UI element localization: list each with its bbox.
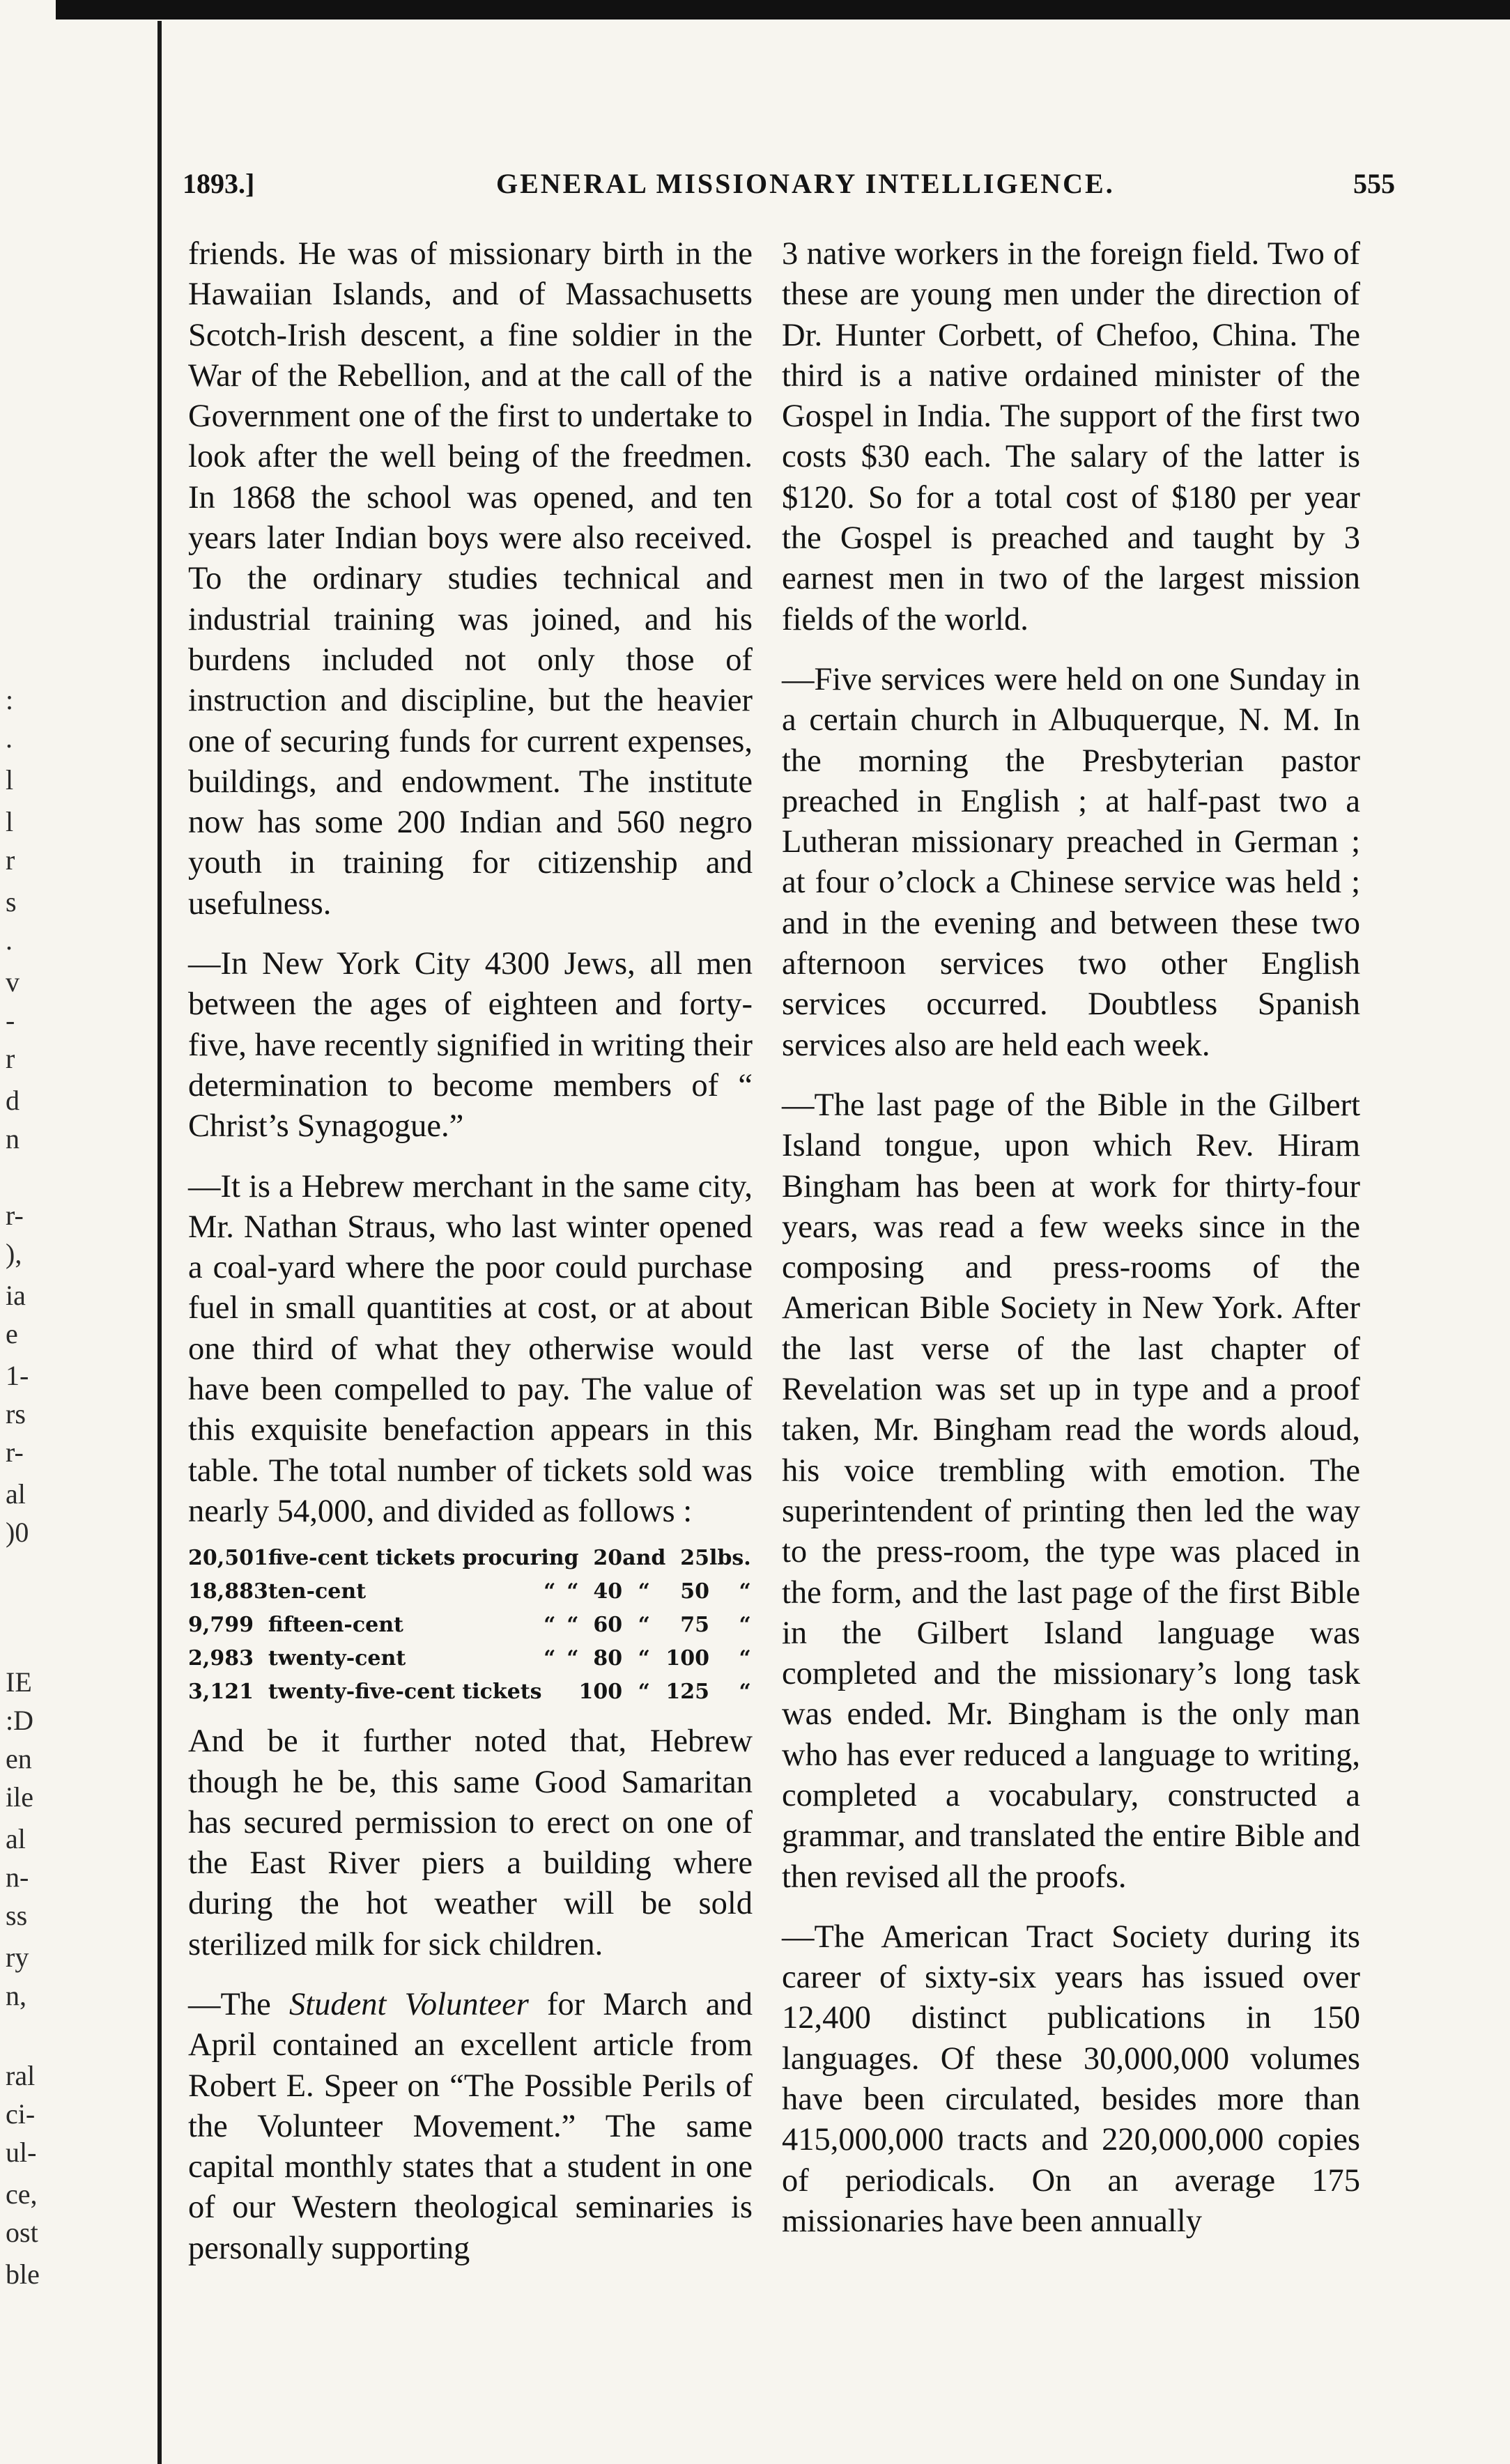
fragment-text: al xyxy=(6,1478,26,1510)
lbs-high: 75 xyxy=(680,1613,710,1638)
fragment-text: ble xyxy=(6,2258,40,2290)
fragment-text: n xyxy=(6,1123,20,1154)
ticket-kind: twenty-cent xyxy=(268,1646,406,1671)
fragment-text: n, xyxy=(6,1980,26,2011)
paragraph-native-workers: 3 native workers in the foreign field. Two of these are young men under the direction of Dr. Hunter Corbett, of Chefoo, China. The third is a native ordained minister of the Gospel in India. The support of the first two costs $30 each. The salary of the latter is $120. So for a total cost of $180 per year the Gospel is preached and taught by 3 earnest men in two of the largest mission fields of the world. xyxy=(782,236,1360,637)
lbs-unit: “ xyxy=(739,1646,751,1671)
fragment-text: ci- xyxy=(6,2098,36,2130)
text-run: for March and April contained an excellent article from Robert E. Speer on “The Possible Perils of the Volunteer Movement.” The same capital monthly states that a student in one of our Western theological seminaries is personally supporting xyxy=(188,1986,753,2266)
ticket-count: 18,883 xyxy=(188,1579,268,1604)
fragment-text: r- xyxy=(6,1436,24,1468)
fragment-text: d xyxy=(6,1085,20,1116)
lbs-unit: “ xyxy=(739,1680,751,1705)
ticket-kind: twenty-five-cent tickets xyxy=(268,1680,542,1705)
paragraph-hampton-founder: friends. He was of missionary birth in the Hawaiian Islands, and of Massachusetts Scotch-Irish descent, a fine soldier in the War of the Rebellion, and at the call of the Government one of the first to undertake to look after the well being of the freedmen. In 1868 the school was opened, and ten years later Indian boys were also received. To the ordinary studies technical and industrial training was joined, and his burdens included not only those of instruction and discipline, but the heavier one of securing funds for current expenses, buildings, and endowment. The institute now has some 200 Indian and 560 negro youth in training for citizenship and usefulness. xyxy=(188,236,753,922)
ticket-count: 3,121 xyxy=(188,1680,254,1705)
running-head xyxy=(183,167,1395,209)
ticket-kind: ten-cent xyxy=(268,1579,367,1604)
ticket-kind: five-cent tickets procuring xyxy=(268,1546,579,1571)
ditto-mark: “ xyxy=(567,1646,579,1671)
fragment-text: r xyxy=(6,1043,15,1074)
ditto-mark: “ xyxy=(544,1613,556,1638)
fragment-text: e xyxy=(6,1318,18,1349)
ticket-count: 2,983 xyxy=(188,1646,254,1671)
lbs-low: 60 xyxy=(593,1613,623,1638)
lbs-sep: “ xyxy=(638,1579,650,1604)
paragraph-nathan-straus: —It is a Hebrew merchant in the same city, Mr. Nathan Straus, who last winter opened a coal-yard where the poor could purchase fuel in small quantities at cost, or at about one third of what they otherwise would have been compelled to pay. The value of this exquisite benefaction appears in this table. The total number of tickets sold was nearly 54,000, and divided as follows : xyxy=(188,1168,753,1529)
lbs-unit: “ xyxy=(739,1613,751,1638)
fragment-text: : xyxy=(6,684,14,715)
table-row xyxy=(188,1575,751,1609)
fragment-text: ul- xyxy=(6,2137,37,2168)
lbs-high: 100 xyxy=(665,1646,710,1671)
top-edge-shadow xyxy=(56,0,1510,20)
coal-ticket-table xyxy=(188,1542,751,1709)
fragment-text: ost xyxy=(6,2217,38,2248)
fragment-text: v xyxy=(6,966,20,998)
fragment-text: ral xyxy=(6,2060,36,2091)
lbs-unit: “ xyxy=(739,1579,751,1604)
ditto-mark: “ xyxy=(544,1579,556,1604)
fragment-text: . xyxy=(6,924,13,956)
lbs-low: 80 xyxy=(593,1646,623,1671)
fragment-text: 1- xyxy=(6,1360,29,1391)
fragment-text: al xyxy=(6,1823,26,1854)
fragment-text: l xyxy=(6,806,14,837)
text-run: —The xyxy=(188,1986,289,2022)
paragraph-christs-synagogue: —In New York City 4300 Jews, all men between the ages of eighteen and forty-five, have recently signified in writing their determination to become members of “ Christ’s Synagogue.” xyxy=(188,946,753,1145)
periodical-title: Student Volunteer xyxy=(288,1986,529,2022)
fragment-text: - xyxy=(6,1005,15,1036)
fragment-text: :D xyxy=(6,1705,33,1736)
fragment-text: ile xyxy=(6,1781,33,1813)
lbs-sep: “ xyxy=(638,1613,650,1638)
paragraph-albuquerque-services: —Five services were held on one Sunday in a certain church in Albuquerque, N. M. In the morning the Presbyterian pastor preached in English ; at half-past two a Lutheran missionary preached in German ; at four o’clock a Chinese service was held ; and in the evening and between these two afternoon services two other English services occurred. Doubtless Spanish services also are held each week. xyxy=(782,661,1360,1063)
binding-gutter-line xyxy=(157,21,162,2464)
right-column xyxy=(782,234,1360,2242)
ticket-count: 9,799 xyxy=(188,1613,254,1638)
page-number: 555 xyxy=(1353,168,1395,199)
fragment-text: . xyxy=(6,722,13,754)
fragment-text: ia xyxy=(6,1280,26,1311)
lbs-sep: “ xyxy=(638,1646,650,1671)
fragment-text: )0 xyxy=(6,1517,29,1548)
fragment-text: l xyxy=(6,764,14,796)
adjacent-page-fragments xyxy=(0,0,63,2464)
fragment-text: rs xyxy=(6,1398,26,1429)
fragment-text: IE xyxy=(6,1666,32,1698)
fragment-text: ry xyxy=(6,1942,29,1973)
fragment-text: r- xyxy=(6,1200,24,1231)
table-row xyxy=(188,1542,751,1575)
lbs-low: 100 xyxy=(578,1680,623,1705)
fragment-text: ss xyxy=(6,1900,28,1931)
lbs-low: 20 xyxy=(593,1546,623,1571)
ticket-count: 20,501 xyxy=(188,1546,268,1571)
lbs-sep: and xyxy=(622,1546,666,1571)
fragment-text: ce, xyxy=(6,2178,38,2210)
paragraph-sterilized-milk: And be it further noted that, Hebrew though he be, this same Good Samaritan has secured permission to erect on one of the East River piers a building where during the hot weather will be sold sterilized milk for sick children. xyxy=(188,1723,753,1962)
running-head-title: GENERAL MISSIONARY INTELLIGENCE. xyxy=(496,168,1115,199)
paragraph-american-tract-society: —The American Tract Society during its career of sixty-six years has issued over 12,400 distinct publications in 150 languages. Of these 30,000,000 volumes have been circulated, besides more than 415,000,000 tracts and 220,000,000 copies of periodicals. On an average 175 missionaries have been annually xyxy=(782,1919,1360,2239)
fragment-text: en xyxy=(6,1743,32,1774)
fragment-text: s xyxy=(6,886,17,917)
lbs-high: 125 xyxy=(665,1680,710,1705)
paragraph-gilbert-island-bible: —The last page of the Bible in the Gilbert Island tongue, upon which Rev. Hiram Bingham has been at work for thirty-four years, was read a few weeks since in the composing and press-rooms of the American Bible Society in New York. After the last verse of the last chapter of Revelation was set up in type and a proof taken, Mr. Bingham read the words aloud, his voice trembling with emotion. The superintendent of printing then led the way to the press-room, the type was placed in the form, and the last page of the first Bible in the Gilbert Island language was completed and the missionary’s long task was ended. Mr. Bingham is the only man who has ever reduced a language to writing, completed a vocabulary, constructed a grammar, and translated the entire Bible and then revised all the proofs. xyxy=(782,1087,1360,1895)
lbs-high: 50 xyxy=(680,1579,710,1604)
fragment-text: n- xyxy=(6,1861,29,1893)
ditto-mark: “ xyxy=(567,1613,579,1638)
lbs-high: 25 xyxy=(680,1546,710,1571)
lbs-sep: “ xyxy=(638,1680,650,1705)
paragraph-student-volunteer xyxy=(188,1985,753,2269)
lbs-low: 40 xyxy=(593,1579,623,1604)
ditto-mark: “ xyxy=(544,1646,556,1671)
table-row xyxy=(188,1675,751,1709)
lbs-unit: lbs. xyxy=(709,1546,751,1571)
fragment-text: ), xyxy=(6,1238,22,1269)
ticket-kind: fifteen-cent xyxy=(268,1613,403,1638)
left-column xyxy=(188,234,753,2269)
table-row xyxy=(188,1609,751,1642)
fragment-text: r xyxy=(6,844,15,876)
table-row xyxy=(188,1642,751,1675)
ditto-mark: “ xyxy=(567,1579,579,1604)
running-head-year: 1893.] xyxy=(183,168,255,199)
